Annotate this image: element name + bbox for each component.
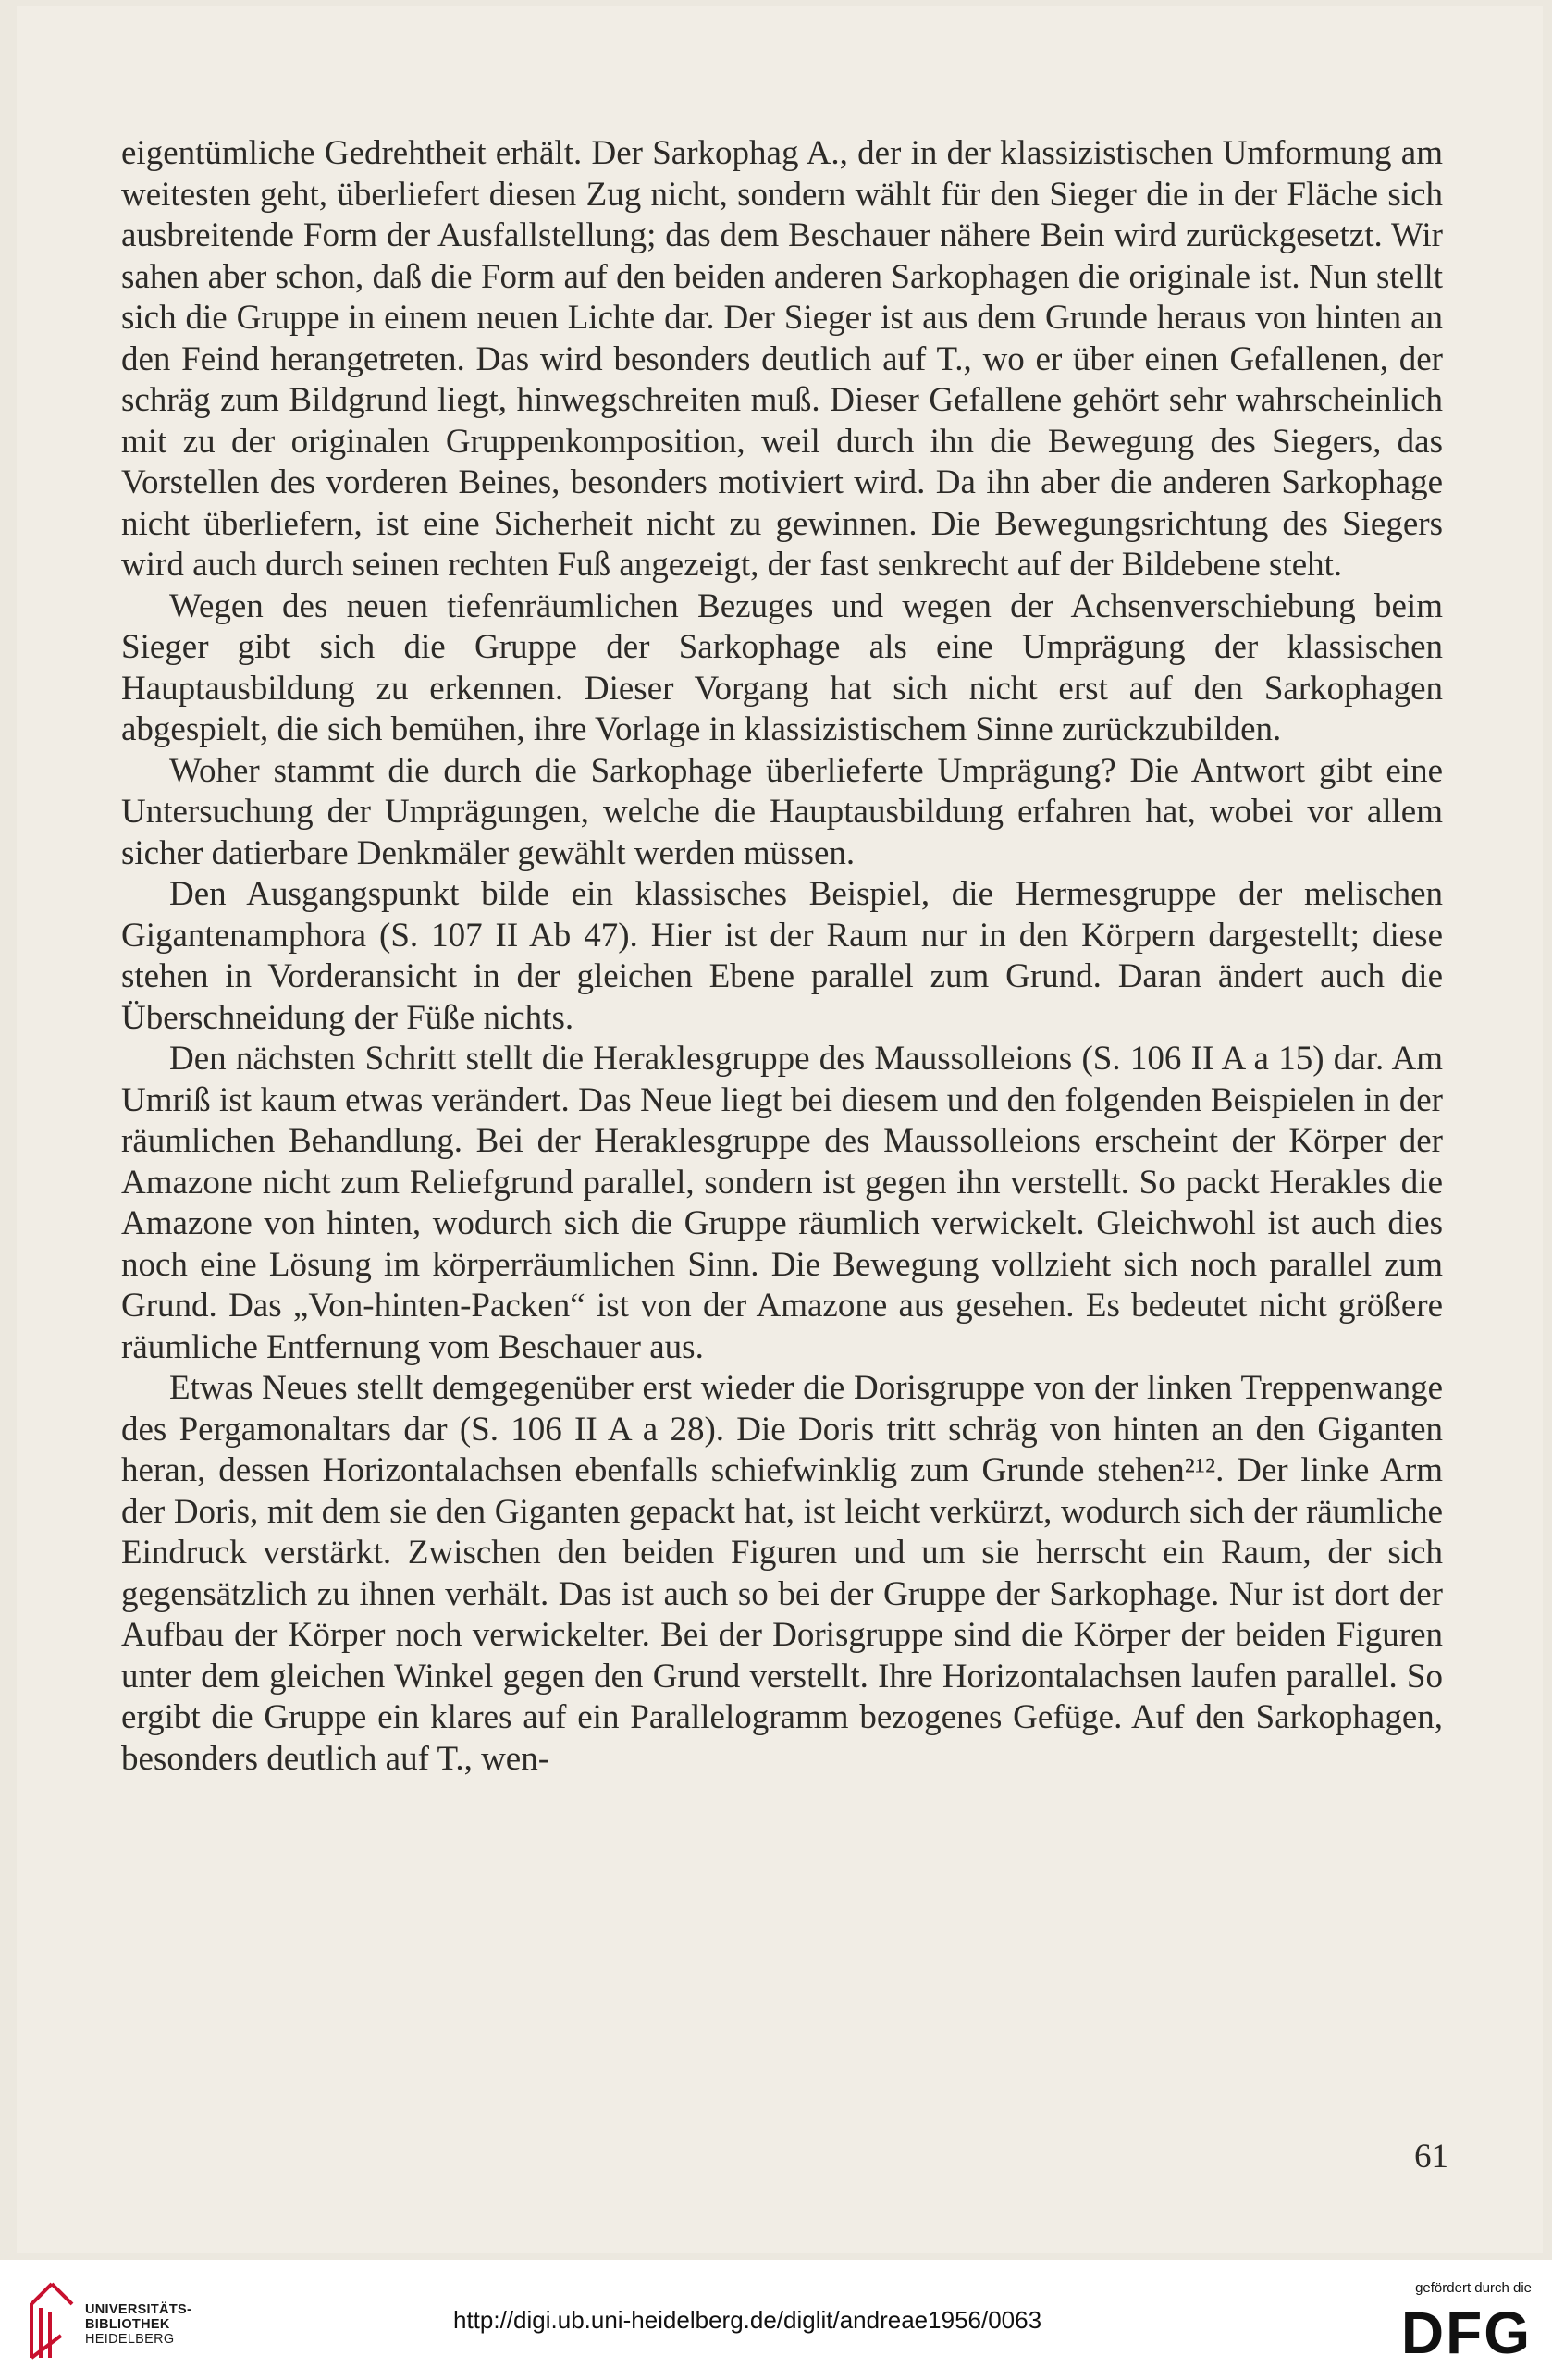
library-name-line-1: UNIVERSITÄTS- <box>85 2302 192 2317</box>
body-text <box>121 133 1443 1780</box>
paragraph-2: Wegen des neuen tiefenräumlichen Bezuges und wegen der Achsenverschiebung beim Sieger gibt sich die Gruppe der Sarkophage als eine Umprägung der klassischen Hauptausbildung zu erkennen. Dieser Vorgang hat sich nicht erst auf den Sarkophagen abgespielt, die sich bemühen, ihre Vorlage in klassizistischem Sinne zurückzubilden. <box>121 586 1443 748</box>
dfg-logo: DFG <box>1400 2300 1532 2366</box>
digitization-footer <box>0 2260 1552 2380</box>
funding-note: gefördert durch die <box>1415 2280 1532 2296</box>
page-number: 61 <box>1414 2138 1448 2176</box>
permalink-url[interactable]: http://digi.ub.uni-heidelberg.de/diglit/andreae1956/0063 <box>453 2306 1042 2334</box>
library-name-line-2: BIBLIOTHEK <box>85 2317 170 2332</box>
paragraph-4: Den Ausgangspunkt bilde ein klassisches Beispiel, die Hermesgruppe der melischen Gigantenamphora (S. 107 II Ab 47). Hier ist der Raum nur in den Körpern dargestellt; diese stehen in Vorderansicht in der gleichen Ebene parallel zum Grund. Daran ändert auch die Überschneidung der Füße nichts. <box>121 875 1443 1037</box>
paragraph-3: Woher stammt die durch die Sarkophage überlieferte Umprägung? Die Antwort gibt eine Untersuchung der Umprägungen, welche die Hauptausbildung erfahren hat, wobei vor allem sicher datierbare Denkmäler gewählt werden müssen. <box>121 751 1443 872</box>
paragraph-1: eigentümliche Gedrehtheit erhält. Der Sarkophag A., der in der klassizistischen Umformung am weitesten geht, überliefert diesen Zug nicht, sondern wählt für den Sieger die in der Fläche sich ausbreitende Form der Ausfallstellung; das dem Beschauer nähere Bein wird zurückgesetzt. Wir sahen aber schon, daß die Form auf den beiden anderen Sarkophagen die originale ist. Nun stellt sich die Gruppe in einem neuen Lichte dar. Der Sieger ist aus dem Grunde heraus von hinten an den Feind herangetreten. Das wird besonders deutlich auf T., wo er über einen Gefallenen, der schräg zum Bildgrund liegt, hinwegschreiten muß. Dieser Gefallene gehört sehr wahrscheinlich mit zu der originalen Gruppenkomposition, weil durch ihn die Bewegung des Siegers, das Vorstellen des vorderen Beines, besonders motiviert wird. Da ihn aber die anderen Sarkophage nicht überliefern, ist eine Sicherheit nicht zu gewinnen. Die Bewegungsrichtung des Siegers wird auch durch seinen rechten Fuß angezeigt, der fast senkrecht auf der Bildebene steht. <box>121 134 1443 584</box>
paragraph-5: Den nächsten Schritt stellt die Heraklesgruppe des Maussolleions (S. 106 II A a 15) dar. Am Umriß ist kaum etwas verändert. Das Neue liegt bei diesem und den folgenden Beispielen in der räumlichen Behandlung. Bei der Heraklesgruppe des Maussolleions erscheint der Körper der Amazone nicht zum Reliefgrund parallel, sondern ist gegen ihn verstellt. So packt Herakles die Amazone von hinten, wodurch sich die Gruppe räumlich verwickelt. Gleichwohl ist auch dies noch eine Lösung im körperräumlichen Sinn. Die Bewegung vollzieht sich noch parallel zum Grund. Das „Von-hinten-Packen“ ist von der Amazone aus gesehen. Es bedeutet nicht größere räumliche Entfernung vom Beschauer aus. <box>121 1040 1443 1366</box>
library-name-line-3: HEIDELBERG <box>85 2332 175 2347</box>
library-name <box>85 2302 191 2347</box>
paragraph-6: Etwas Neues stellt demgegenüber erst wieder die Dorisgruppe von der linken Treppenwange des Pergamonaltars dar (S. 106 II A a 28). Die Doris tritt schräg von hinten an den Giganten heran, dessen Horizontalachsen ebenfalls schiefwinklig zum Grunde stehen²¹². Der linke Arm der Doris, mit dem sie den Giganten gepackt hat, ist leicht verkürzt, wodurch sich der räumliche Eindruck verstärkt. Zwischen den beiden Figuren und um sie herrscht ein Raum, der sich gegensätzlich zu ihnen verhält. Das ist auch so bei der Gruppe der Sarkophage. Nur ist dort der Aufbau der Körper noch verwickelter. Bei der Dorisgruppe sind die Körper der beiden Figuren unter dem gleichen Winkel gegen den Grund verstellt. Ihre Horizontalachsen laufen parallel. So ergibt die Gruppe ein klares auf ein Parallelogramm bezogenes Gefüge. Auf den Sarkophagen, besonders deutlich auf T., wen- <box>121 1369 1443 1778</box>
university-library-logo-icon <box>24 2280 80 2362</box>
